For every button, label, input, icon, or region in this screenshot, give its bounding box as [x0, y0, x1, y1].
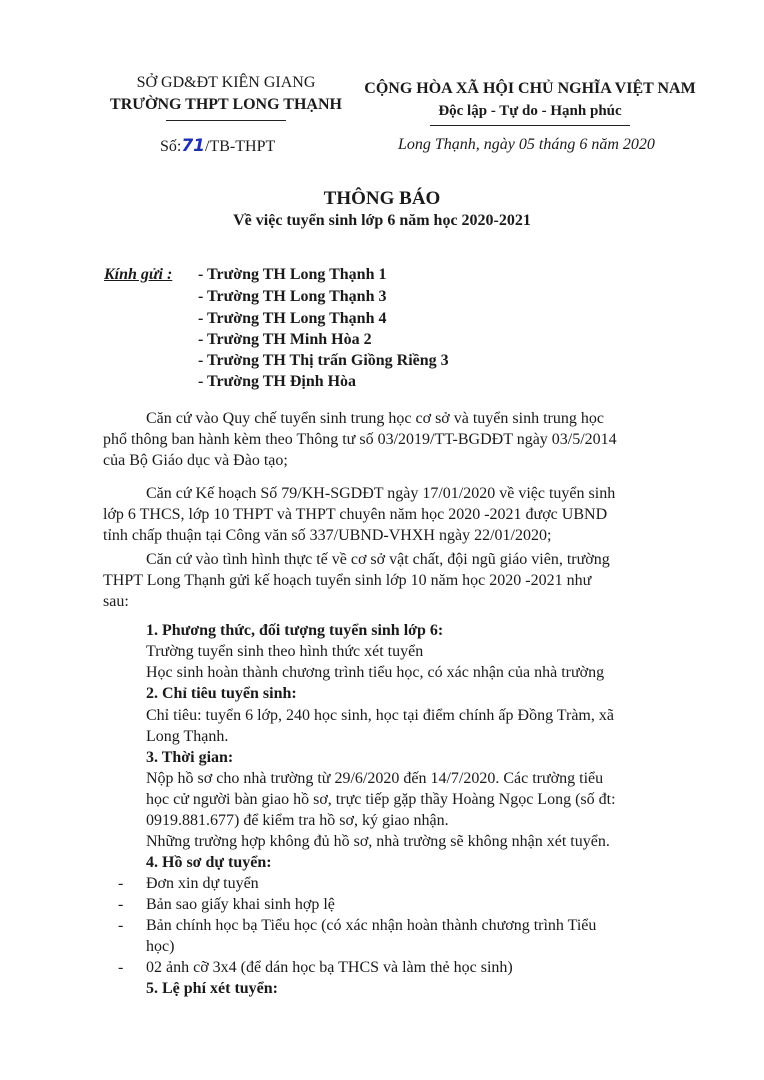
- section-heading: 4. Hồ sơ dự tuyển:: [146, 854, 272, 871]
- recipient-item: - Trường TH Định Hòa: [198, 373, 357, 390]
- section-heading: 1. Phương thức, đối tượng tuyển sinh lớp 6:: [146, 622, 444, 639]
- recipient-item: - Trường TH Long Thạnh 1: [198, 266, 387, 283]
- issuer-underline: [166, 120, 286, 121]
- document-title: THÔNG BÁO: [323, 188, 441, 209]
- recipient-item: - Trường TH Minh Hòa 2: [198, 331, 372, 348]
- motto-underline: [430, 125, 630, 126]
- section-heading: 2. Chỉ tiêu tuyển sinh:: [146, 685, 297, 702]
- section-heading: 5. Lệ phí xét tuyển:: [146, 980, 278, 997]
- section-line: học cử người bàn giao hồ sơ, trực tiếp gặp thầy Hoàng Ngọc Long (số đt:: [146, 791, 616, 808]
- doc-number-handwritten: 71: [181, 136, 206, 156]
- place-date: Long Thạnh, ngày 05 tháng 6 năm 2020: [398, 136, 655, 153]
- section-line: 0919.881.677) để kiểm tra hồ sơ, ký giao nhận.: [146, 812, 449, 829]
- section-line: Học sinh hoàn thành chương trình tiểu học, có xác nhận của nhà trường: [146, 664, 605, 681]
- recipient-item: - Trường TH Long Thạnh 3: [198, 288, 387, 305]
- paragraph-line: phổ thông ban hành kèm theo Thông tư số 03/2019/TT-BGDĐT ngày 03/5/2014: [103, 431, 617, 448]
- section-line: Trường tuyển sinh theo hình thức xét tuyển: [146, 643, 424, 660]
- national-header: [360, 78, 700, 126]
- section-line: Long Thạnh.: [146, 728, 229, 745]
- list-dash: -: [118, 896, 124, 913]
- department-name: SỞ GD&ĐT KIÊN GIANG: [136, 74, 316, 91]
- section-line: Những trường hợp không đủ hồ sơ, nhà trường sẽ không nhận xét tuyển.: [146, 833, 610, 850]
- paragraph-line: Căn cứ vào Quy chế tuyển sinh trung học cơ sở và tuyển sinh trung học: [146, 410, 604, 427]
- paragraph-line: Căn cứ Kế hoạch Số 79/KH-SGDĐT ngày 17/01/2020 về việc tuyển sinh: [146, 485, 616, 502]
- list-dash: -: [118, 959, 124, 976]
- list-dash: -: [118, 875, 124, 892]
- school-name: TRƯỜNG THPT LONG THẠNH: [110, 96, 342, 113]
- section-line: Chỉ tiêu: tuyển 6 lớp, 240 học sinh, học tại điểm chính ấp Đồng Tràm, xã: [146, 707, 614, 724]
- list-item: Bản sao giấy khai sinh hợp lệ: [146, 896, 335, 913]
- paragraph-line: Căn cứ vào tình hình thực tế về cơ sở vật chất, đội ngũ giáo viên, trường: [146, 551, 610, 568]
- paragraph-line: sau:: [103, 593, 129, 610]
- list-item-continuation: học): [146, 938, 175, 955]
- national-motto: Độc lập - Tự do - Hạnh phúc: [438, 103, 622, 119]
- paragraph-line: của Bộ Giáo dục và Đào tạo;: [103, 452, 288, 469]
- nation-name: CỘNG HÒA XÃ HỘI CHỦ NGHĨA VIỆT NAM: [364, 80, 696, 97]
- paragraph-line: tỉnh chấp thuận tại Công văn số 337/UBND-VHXH ngày 22/01/2020;: [103, 527, 552, 544]
- recipients-label: Kính gửi :: [104, 266, 173, 283]
- recipient-item: - Trường TH Long Thạnh 4: [198, 310, 387, 327]
- document-subtitle: Về việc tuyển sinh lớp 6 năm học 2020-2021: [233, 212, 531, 229]
- recipient-item: - Trường TH Thị trấn Giồng Riềng 3: [198, 352, 449, 369]
- list-item: 02 ảnh cỡ 3x4 (để dán học bạ THCS và làm thẻ học sinh): [146, 959, 513, 976]
- paragraph-line: THPT Long Thạnh gửi kế hoạch tuyển sinh lớp 10 năm học 2020 -2021 như: [103, 572, 592, 589]
- list-dash: -: [118, 917, 124, 934]
- document-number: [160, 136, 275, 156]
- doc-number-prefix: Số:: [160, 138, 182, 155]
- list-item: Đơn xin dự tuyển: [146, 875, 259, 892]
- doc-number-suffix: /TB-THPT: [205, 138, 276, 155]
- section-heading: 3. Thời gian:: [146, 749, 234, 766]
- issuer-block: [96, 72, 356, 121]
- paragraph-line: lớp 6 THCS, lớp 10 THPT và THPT chuyên năm học 2020 -2021 được UBND: [103, 506, 608, 523]
- section-line: Nộp hồ sơ cho nhà trường từ 29/6/2020 đến 14/7/2020. Các trường tiểu: [146, 770, 604, 787]
- list-item: Bản chính học bạ Tiểu học (có xác nhận hoàn thành chương trình Tiểu: [146, 917, 597, 934]
